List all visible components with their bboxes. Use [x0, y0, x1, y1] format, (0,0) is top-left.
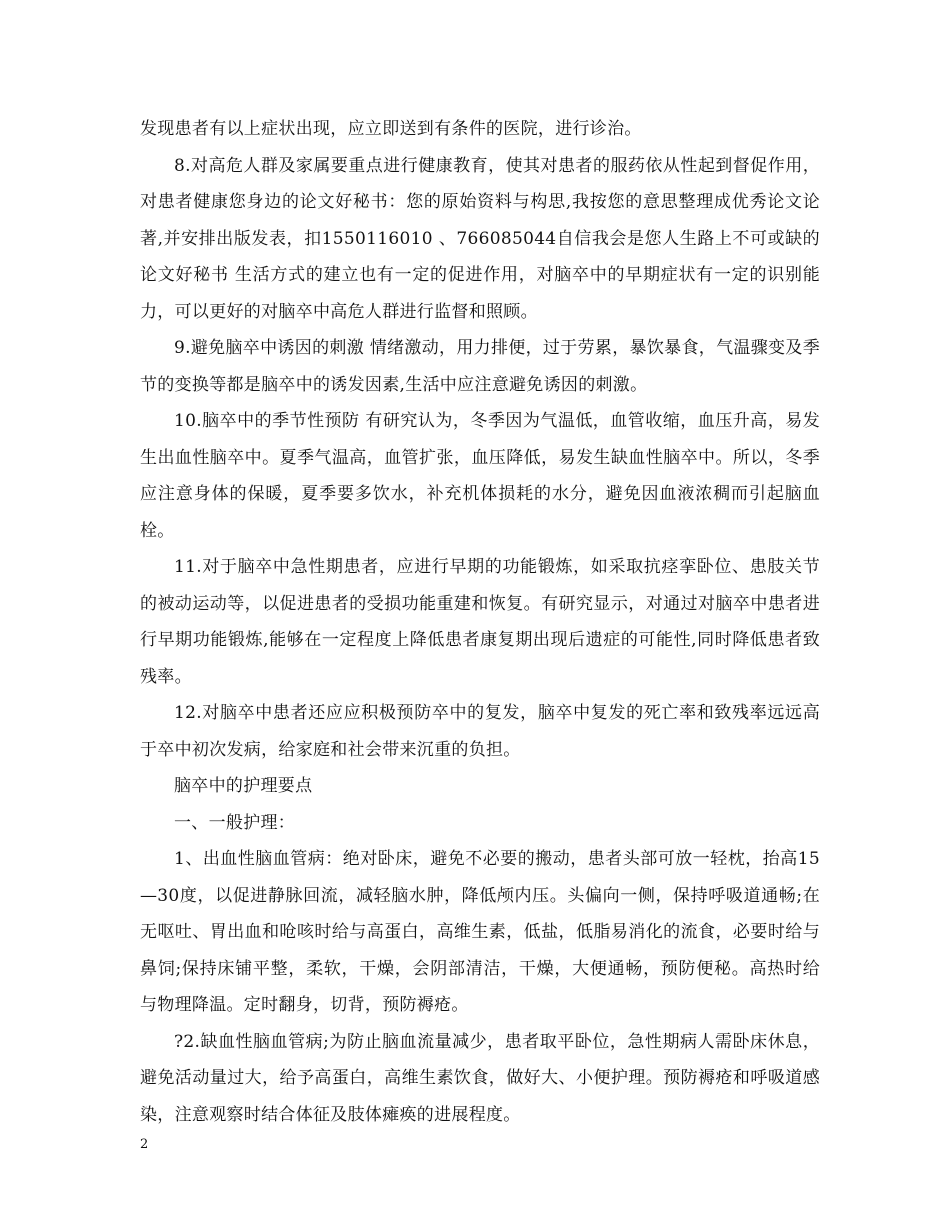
paragraph-1: 发现患者有以上症状出现，应立即送到有条件的医院，进行诊治。 [140, 119, 642, 139]
section-heading: 脑卒中的护理要点 [174, 776, 313, 796]
paragraph-4: 10.脑卒中的季节性预防 有研究认为，冬季因为气温低，血管收缩，血压升高，易发生出血性脑卒中。夏季气温高，血管扩张，血压降低，易发生缺血性脑卒中。所以，冬季应注意身体的保暖，夏季要多饮水，补充机体损耗的水分，避免因血液浓稠而引起脑血栓。 [140, 411, 820, 541]
paragraph-3: 9.避免脑卒中诱因的刺激 情绪激动，用力排便，过于劳累，暴饮暴食，气温骤变及季节的变换等都是脑卒中的诱发因素,生活中应注意避免诱因的刺激。 [140, 338, 820, 395]
paragraph-6: 12.对脑卒中患者还应应积极预防卒中的复发，脑卒中复发的死亡率和致残率远远高于卒中初次发病，给家庭和社会带来沉重的负担。 [140, 703, 820, 760]
page-number: 2 [140, 1137, 149, 1152]
paragraph-2: 8.对高危人群及家属要重点进行健康教育，使其对患者的服药依从性起到督促作用，对患者健康您身边的论文好秘书：您的原始资料与构思,我按您的意思整理成优秀论文论著,并安排出版发表，扣1550116010 、766085044自信我会是您人生路上不可或缺的论文好秘书 生活方式的建立也有一定的促进作用，对脑卒中的早期症状有一定的识别能力，可以更好的对脑卒中高危人群进行监督和照顾。 [140, 155, 820, 322]
subsection-heading: 一、一般护理： [174, 812, 296, 833]
paragraph-7: 1、出血性脑血管病：绝对卧床，避免不必要的搬动，患者头部可放一轻枕，抬高15—30度，以促进静脉回流，减轻脑水肿，降低颅内压。头偏向一侧，保持呼吸道通畅;在无呕吐、胃出血和呛咳时给与高蛋白，高维生素，低盐，低脂易消化的流食，必要时给与鼻饲;保持床铺平整，柔软，干燥，会阴部清洁，干燥，大便通畅，预防便秘。高热时给与物理降温。定时翻身，切背，预防褥疮。 [140, 849, 820, 1015]
document-body [140, 111, 820, 1133]
paragraph-5: 11.对于脑卒中急性期患者，应进行早期的功能锻炼，如采取抗痉挛卧位、患肢关节的被动运动等，以促进患者的受损功能重建和恢复。有研究显示，对通过对脑卒中患者进行早期功能锻炼,能够在一定程度上降低患者康复期出现后遗症的可能性,同时降低患者致残率。 [140, 557, 820, 687]
paragraph-8: ?2.缺血性脑血管病;为防止脑血流量减少，患者取平卧位，急性期病人需卧床休息，避免活动量过大，给予高蛋白，高维生素饮食，做好大、小便护理。预防褥疮和呼吸道感染，注意观察时结合体征及肢体瘫痪的进展程度。 [140, 1031, 820, 1125]
